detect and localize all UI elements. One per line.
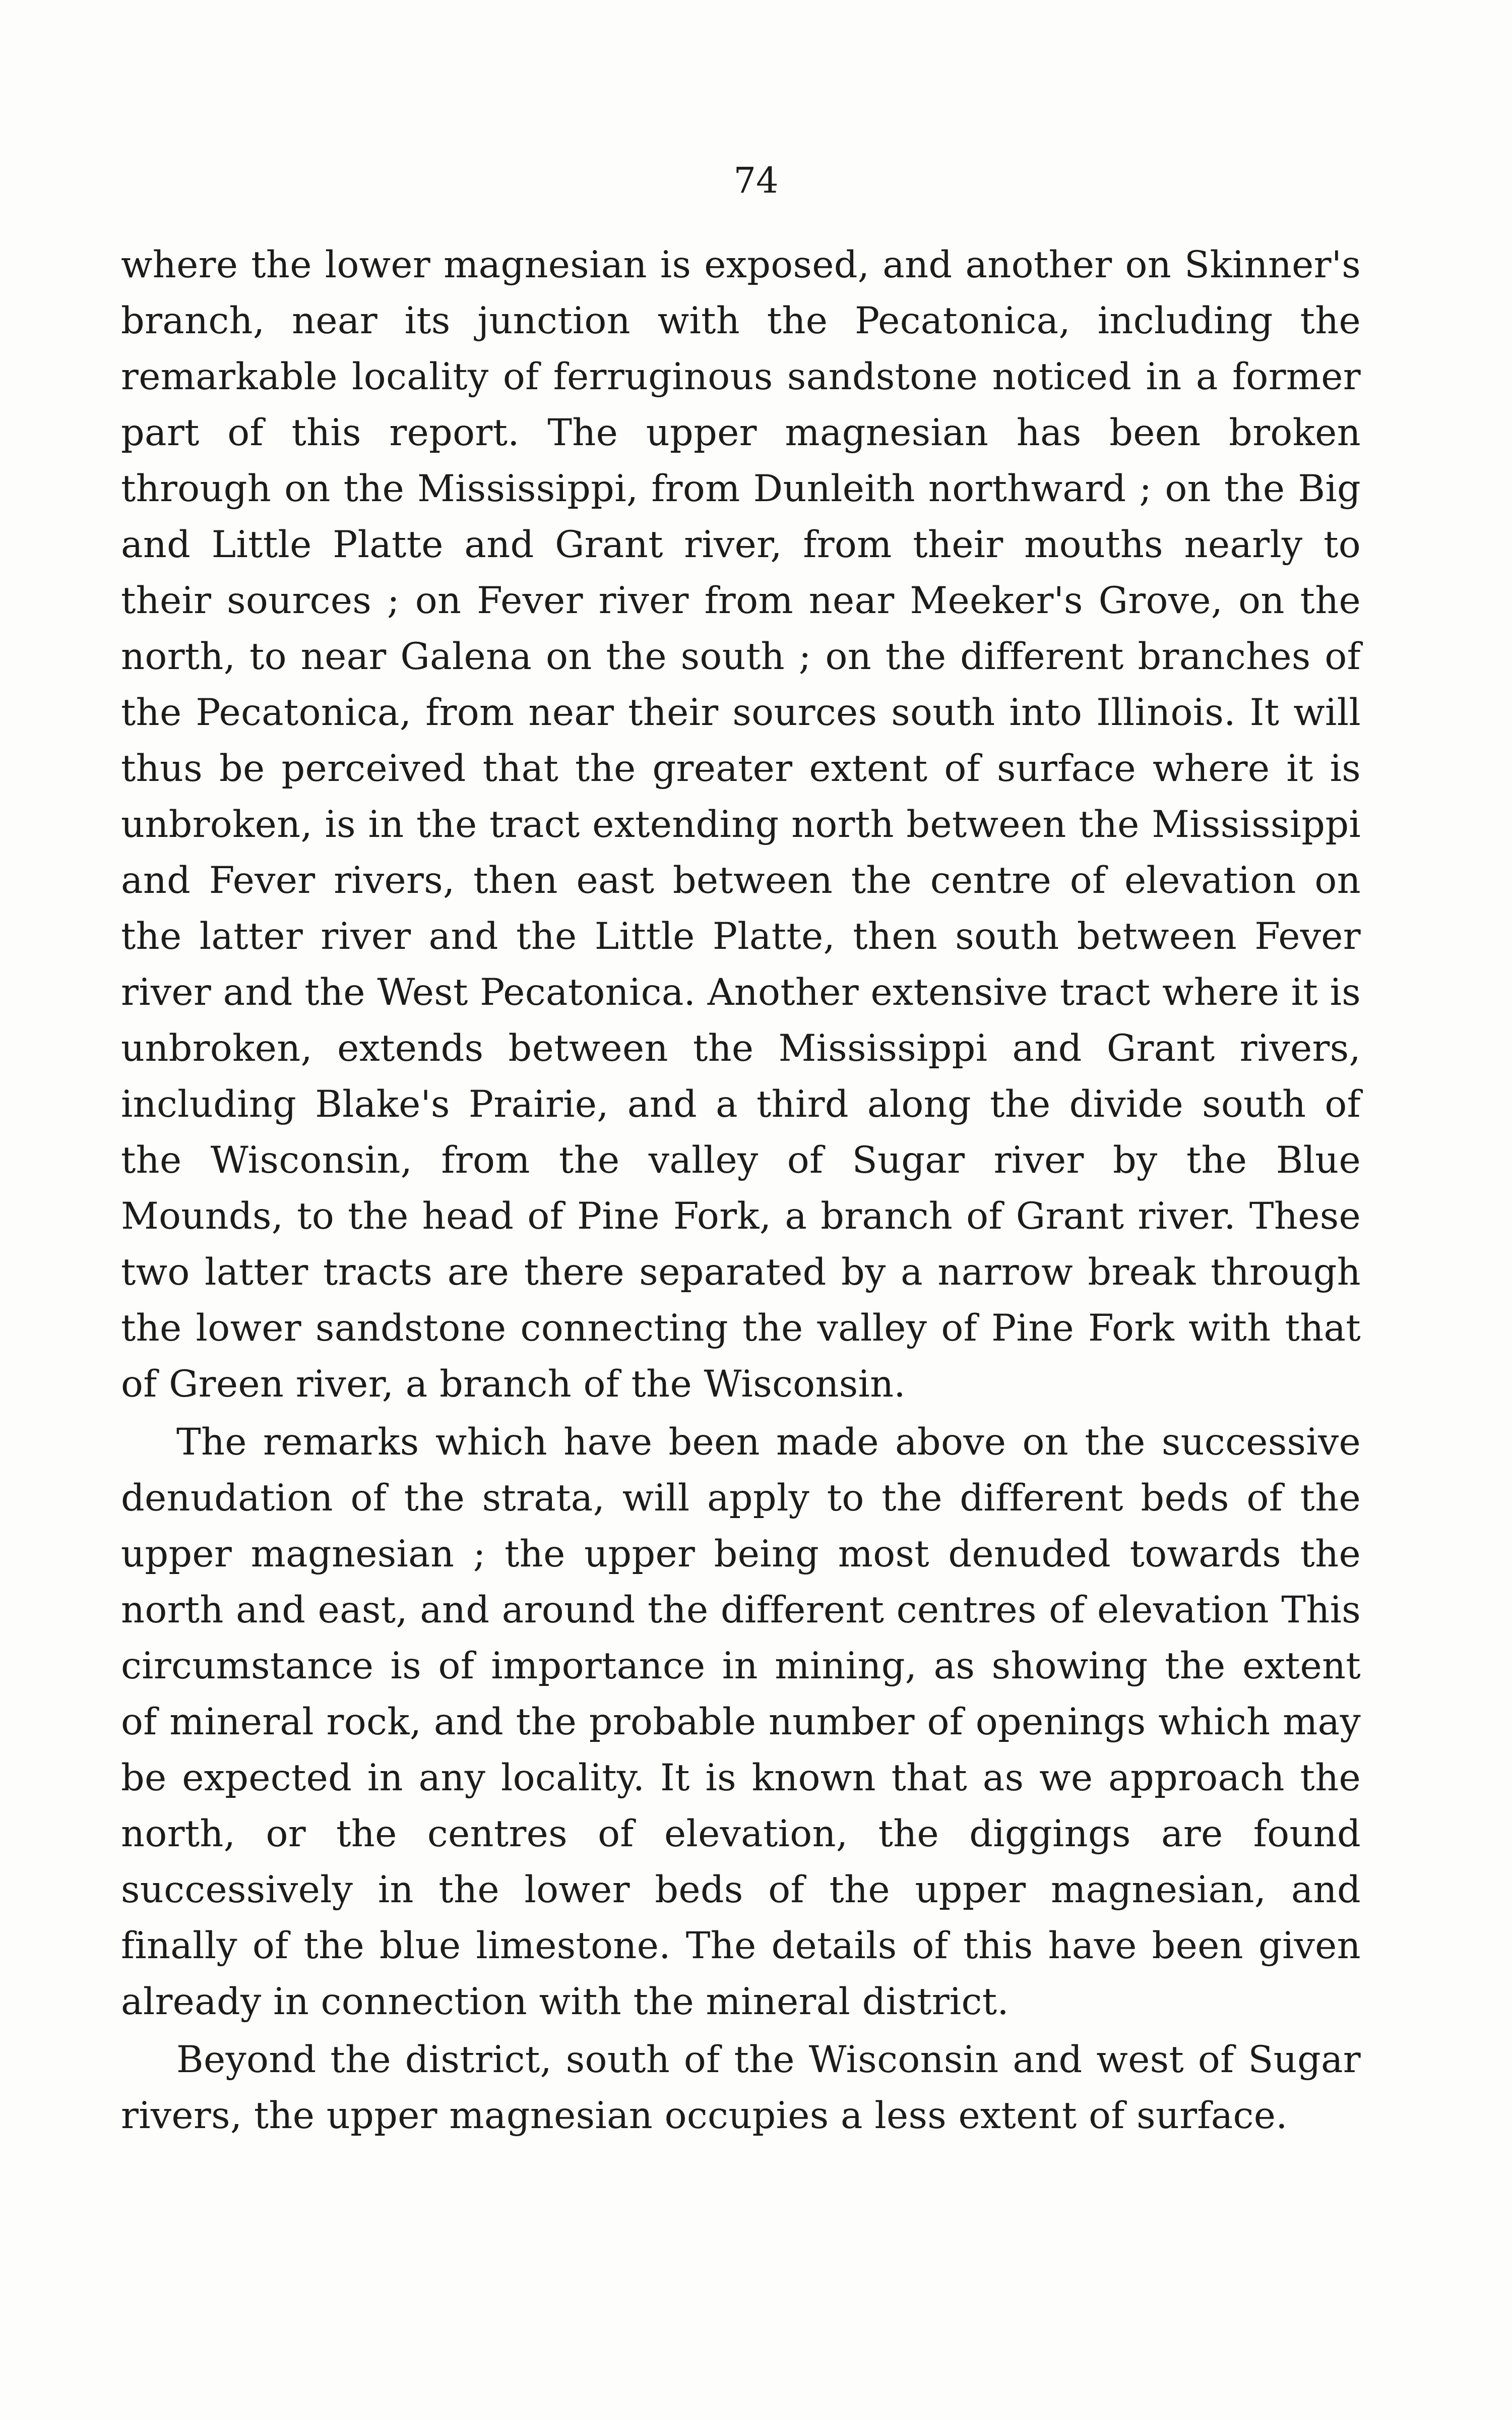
paragraph-denudation: The remarks which have been made above on the successive denudation of the strata, will apply to the different beds of the upper magnesian ; the upper being most denuded towards the north and east, and around the different centres of elevation This circumstance is of importance in mining, as showing the extent of mineral rock, and the probable number of openings which may be expected in any locality. It is known that as we approach the north, or the centres of elevation, the diggings are found successively in the lower beds of the upper magnesian, and finally of the blue limestone. The details of this have been given already in connection with the mineral district.: [121, 1421, 1361, 2023]
paragraph-continuation: where the lower magnesian is exposed, and another on Skinner's branch, near its junction with the Pecatonica, including the remarkable locality of ferruginous sandstone noticed in a former part of this report. The upper magnesian has been broken through on the Mississippi, from Dunleith northward ; on the Big and Little Platte and Grant river, from their mouths nearly to their sources ; on Fever river from near Meeker's Grove, on the north, to near Galena on the south ; on the different branches of the Pecatonica, from near their sources south into Illinois. It will thus be perceived that the greater extent of surface where it is unbroken, is in the tract extending north between the Mississippi and Fever rivers, then east between the centre of elevation on the latter river and the Little Platte, then south between Fever river and the West Pecatonica. Another extensive tract where it is unbroken, extends between the Mississippi and Grant rivers, including Blake's Prairie, and a third along the divide south of the Wisconsin, from the valley of Sugar river by the Blue Mounds, to the head of Pine Fork, a branch of Grant river. These two latter tracts are there separated by a narrow break through the lower sandstone connecting the valley of Pine Fork with that of Green river, a branch of the Wisconsin.: [121, 244, 1361, 1406]
body-text: [121, 237, 1361, 2144]
paragraph-beyond-district: Beyond the district, south of the Wisconsin and west of Sugar rivers, the upper magnesian occupies a less extent of surface.: [121, 2038, 1361, 2137]
page-number: 74: [733, 160, 779, 201]
